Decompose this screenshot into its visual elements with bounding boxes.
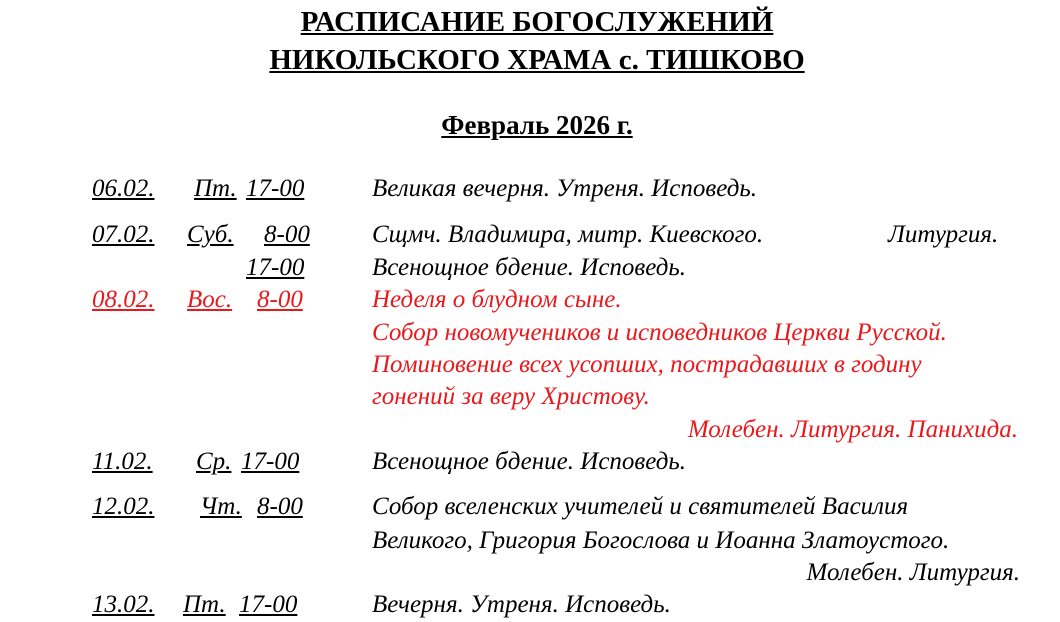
entry-time: 17-00 [241,448,300,475]
page-title-line1: РАСПИСАНИЕ БОГОСЛУЖЕНИЙ [300,6,774,38]
page-title-line2: НИКОЛЬСКОГО ХРАМА с. ТИШКОВО [269,44,805,76]
entry-weekday: Чт. [200,493,242,520]
entry-text: Великого, Григория Богослова и Иоанна Златоустого. [372,527,950,554]
entry-weekday: Вос. [187,286,233,313]
entry-weekday: Пт. [194,175,237,202]
entry-weekday: Ср. [196,448,232,475]
entry-text: Собор вселенских учителей и святителей Василия [372,493,909,520]
entry-text: Сщмч. Владимира, митр. Киевского. [372,221,764,248]
entry-weekday: Пт. [183,591,226,618]
entry-weekday: Суб. [187,221,234,248]
entry-service: Литургия. [888,221,999,248]
entry-date: 11.02. [92,448,153,475]
entry-time: 17-00 [246,175,305,202]
entry-text: гонений за веру Христову. [372,383,650,410]
entry-date: 13.02. [92,591,155,618]
entry-time: 8-00 [257,286,303,313]
entry-text: Неделя о блудном сыне. [372,286,622,313]
entry-text: Великая вечерня. Утреня. Исповедь. [372,175,757,202]
entry-text: Собор новомучеников и исповедников Церкви Русской. [372,319,947,346]
entry-date: 08.02. [92,286,155,313]
entry-date: 06.02. [92,175,155,202]
entry-text: Вечерня. Утреня. Исповедь. [372,591,671,618]
entry-text: Всенощное бдение. Исповедь. [372,448,687,475]
entry-time: 8-00 [264,221,310,248]
entry-date: 12.02. [92,493,155,520]
entry-date: 07.02. [92,221,155,248]
entry-time: 17-00 [239,591,298,618]
entry-service: Молебен. Литургия. Панихида. [687,416,1018,443]
entry-text: Поминовение всех усопших, пострадавших в годину [372,351,922,378]
entry-time: 8-00 [257,493,303,520]
entry-extra-time: 17-00 [246,254,305,281]
month-heading: Февраль 2026 г. [441,110,633,140]
entry-service: Молебен. Литургия. [806,559,1020,586]
entry-extra-text: Всенощное бдение. Исповедь. [372,254,687,281]
